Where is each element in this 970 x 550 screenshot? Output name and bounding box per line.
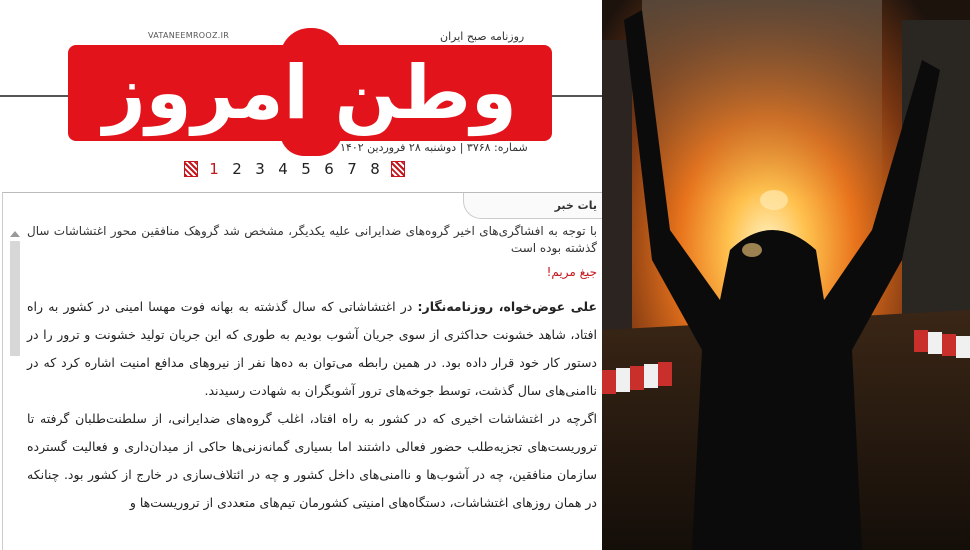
page-link-4[interactable]: 4: [278, 160, 288, 178]
page-link-3[interactable]: 3: [255, 160, 265, 178]
masthead-logo: [68, 45, 552, 141]
protest-photo-panel: [602, 0, 970, 550]
paragraph-byline: علی عوض‌خواه، روزنامه‌نگار:: [417, 299, 597, 314]
page-link-6[interactable]: 6: [324, 160, 334, 178]
protest-photo: [602, 0, 970, 550]
article-lead: با توجه به افشاگری‌های اخیر گروه‌های ضدایرانی علیه یکدیگر، مشخص شد گروهک منافقین محور اغتشاشات سال گذشته بوده است: [27, 224, 597, 255]
page-link-5[interactable]: 5: [301, 160, 311, 178]
article-author-credit: جیغ مریم!: [546, 265, 597, 279]
article-body: [27, 223, 597, 517]
page-link-8[interactable]: 8: [370, 160, 380, 178]
article-frame: [2, 192, 602, 550]
scrollbar-thumb[interactable]: [10, 241, 20, 356]
section-tab[interactable]: یات خبر: [463, 193, 602, 219]
header-rule-right: [552, 95, 602, 97]
site-url: VATANEEMROOZ.IR: [148, 31, 230, 40]
issue-info: شماره: ۳۷۶۸ | دوشنبه ۲۸ فروردین ۱۴۰۲: [340, 141, 528, 154]
page-navigator: [184, 160, 405, 178]
paragraph-text: اگرچه در اغتشاشات اخیری که در کشور به راه افتاد، اغلب گروه‌های ضدایرانی، از سلطنت‌طلبان گرفته تا تروریست‌های تجزیه‌طلب حضور فعالی داشتند اما بسیاری گمانه‌زنی‌ها حاکی از میدان‌داری و فعالیت گسترده سازمان منافقین، چه در آشوب‌ها و ناامنی‌های داخل کشور و چه در ائتلاف‌سازی در خارج از کشور بود. چنانکه در همان روزهای اغتشاشات، دستگاه‌های امنیتی کشورمان تیم‌های متعددی از تروریست‌ها و: [27, 411, 597, 510]
tagline: روزنامه صبح ایران: [440, 30, 525, 43]
page-link-1[interactable]: 1: [209, 160, 219, 178]
next-page-icon[interactable]: [391, 161, 405, 177]
paragraph-text: در اغتشاشاتی که سال گذشته به بهانه فوت مهسا امینی در کشور به راه افتاد، شاهد خشونت حداکثری از سوی جریان آشوب بودیم به طوری که این جریان تولید خشونت و ترور را در دستور کار خود قرار داده بود. در همین رابطه می‌توان به ده‌ها نفر از نیروهای مدافع امنیت اشاره کرد که در ناامنی‌های سال گذشت، توسط جوخه‌های ترور آشوبگران به شهادت رسیدند.: [27, 299, 597, 398]
article-paragraph: [27, 293, 597, 405]
scrollbar[interactable]: [9, 231, 21, 550]
page-link-2[interactable]: 2: [232, 160, 242, 178]
scroll-up-arrow-icon[interactable]: [10, 231, 20, 237]
page-link-7[interactable]: 7: [347, 160, 357, 178]
article-paragraph: [27, 405, 597, 517]
prev-page-icon[interactable]: [184, 161, 198, 177]
header-rule-left: [0, 95, 68, 97]
masthead-title: وطن امروز: [103, 50, 517, 136]
